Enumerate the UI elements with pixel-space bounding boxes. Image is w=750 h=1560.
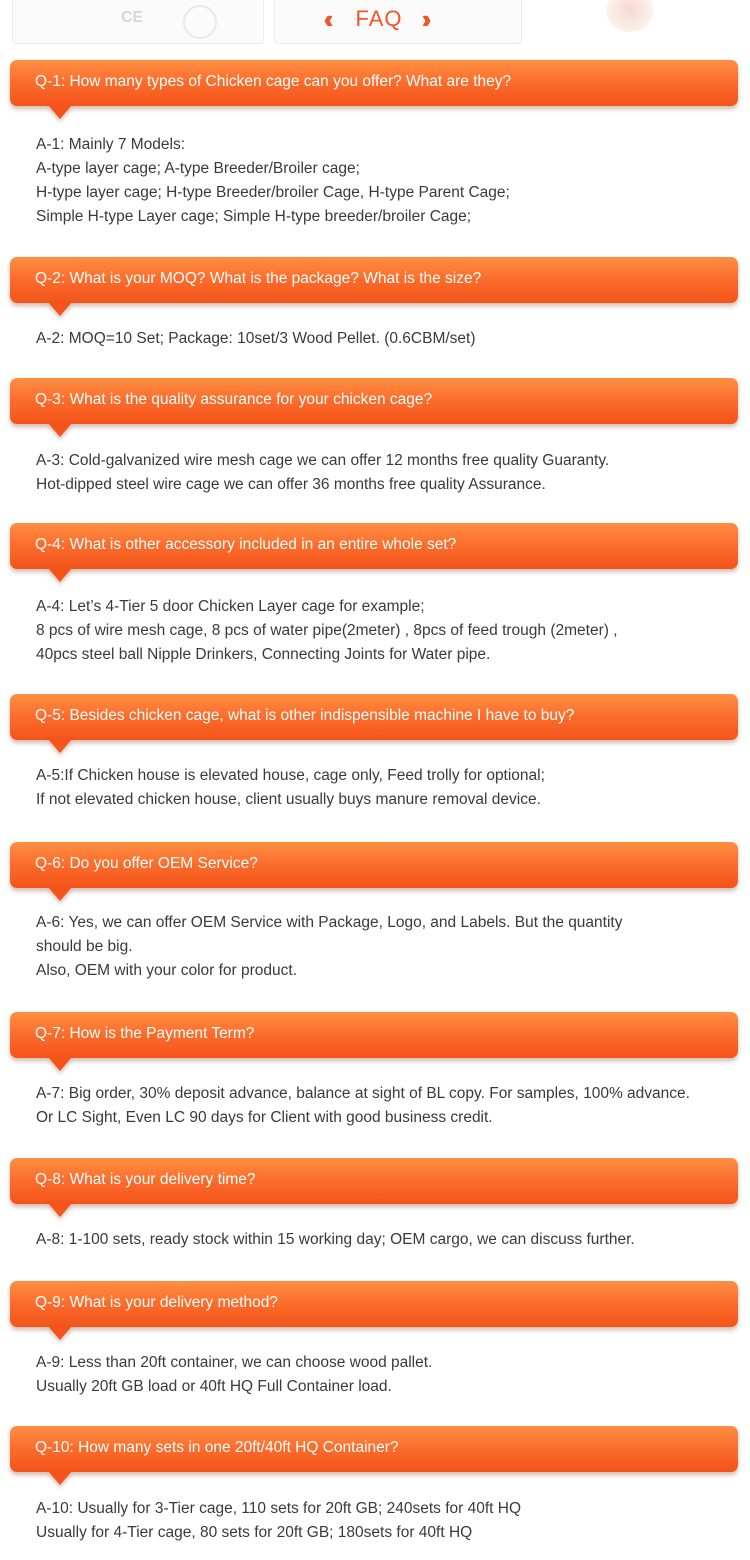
answer-block-2 bbox=[36, 327, 726, 351]
answer-line: A-type layer cage; A-type Breeder/Broiler cage; bbox=[36, 160, 360, 177]
answer-line: Usually 20ft GB load or 40ft HQ Full Container load. bbox=[36, 1378, 392, 1395]
question-text: Q-10: How many sets in one 20ft/40ft HQ Container? bbox=[35, 1439, 399, 1456]
question-bar-7 bbox=[10, 1012, 738, 1058]
answer-line: Usually for 4-Tier cage, 80 sets for 20ft GB; 180sets for 40ft HQ bbox=[36, 1524, 473, 1541]
faq-heading bbox=[0, 4, 750, 35]
answer-line: A-2: MOQ=10 Set; Package: 10set/3 Wood Pellet. (0.6CBM/set) bbox=[36, 330, 476, 347]
answer-line: A-6: Yes, we can offer OEM Service with Package, Logo, and Labels. But the quantity bbox=[36, 914, 623, 931]
question-bar-3 bbox=[10, 378, 738, 424]
question-text: Q-5: Besides chicken cage, what is other indispensible machine I have to buy? bbox=[35, 707, 575, 724]
question-text: Q-4: What is other accessory included in an entire whole set? bbox=[35, 536, 457, 553]
answer-line: A-10: Usually for 3-Tier cage, 110 sets for 20ft GB; 240sets for 40ft HQ bbox=[36, 1500, 522, 1517]
question-bar-10 bbox=[10, 1426, 738, 1472]
answer-block-10 bbox=[36, 1497, 726, 1545]
answer-line: Hot-dipped steel wire cage we can offer 36 months free quality Assurance. bbox=[36, 476, 546, 493]
question-text: Q-9: What is your delivery method? bbox=[35, 1294, 278, 1311]
answer-block-5 bbox=[36, 764, 726, 812]
question-text: Q-6: Do you offer OEM Service? bbox=[35, 855, 258, 872]
answer-block-6 bbox=[36, 911, 726, 983]
ce-mark-icon: CE bbox=[121, 9, 144, 26]
answer-line: If not elevated chicken house, client usually buys manure removal device. bbox=[36, 791, 541, 808]
answer-block-4 bbox=[36, 595, 726, 667]
question-bar-8 bbox=[10, 1158, 738, 1204]
answer-line: 8 pcs of wire mesh cage, 8 pcs of water pipe(2meter) , 8pcs of feed trough (2meter) , bbox=[36, 622, 618, 639]
question-bar-4 bbox=[10, 523, 738, 569]
answer-line: H-type layer cage; H-type Breeder/broiler Cage, H-type Parent Cage; bbox=[36, 184, 510, 201]
answer-line: A-3: Cold-galvanized wire mesh cage we can offer 12 months free quality Guaranty. bbox=[36, 452, 610, 469]
answer-line: A-7: Big order, 30% deposit advance, balance at sight of BL copy. For samples, 100% advance. bbox=[36, 1085, 690, 1102]
question-bar-9 bbox=[10, 1281, 738, 1327]
answer-line: Simple H-type Layer cage; Simple H-type breeder/broiler Cage; bbox=[36, 208, 472, 225]
question-bar-1 bbox=[10, 60, 738, 106]
answer-block-7 bbox=[36, 1082, 726, 1130]
answer-line: A-9: Less than 20ft container, we can choose wood pallet. bbox=[36, 1354, 433, 1371]
answer-line: A-8: 1-100 sets, ready stock within 15 working day; OEM cargo, we can discuss further. bbox=[36, 1231, 635, 1248]
answer-line: A-5:If Chicken house is elevated house, cage only, Feed trolly for optional; bbox=[36, 767, 545, 784]
question-text: Q-1: How many types of Chicken cage can you offer? What are they? bbox=[35, 73, 512, 90]
answer-block-3 bbox=[36, 449, 726, 497]
answer-line: A-4: Let’s 4-Tier 5 door Chicken Layer cage for example; bbox=[36, 598, 425, 615]
answer-line: 40pcs steel ball Nipple Drinkers, Connecting Joints for Water pipe. bbox=[36, 646, 491, 663]
question-text: Q-3: What is the quality assurance for your chicken cage? bbox=[35, 391, 433, 408]
answer-block-1 bbox=[36, 133, 726, 229]
answer-block-8 bbox=[36, 1228, 726, 1252]
answer-line: should be big. bbox=[36, 938, 133, 955]
question-bar-5 bbox=[10, 694, 738, 740]
answer-line: A-1: Mainly 7 Models: bbox=[36, 136, 186, 153]
question-bar-6 bbox=[10, 842, 738, 888]
question-text: Q-7: How is the Payment Term? bbox=[35, 1025, 255, 1042]
question-text: Q-2: What is your MOQ? What is the package? What is the size? bbox=[35, 270, 482, 287]
question-text: Q-8: What is your delivery time? bbox=[35, 1171, 256, 1188]
faq-title-label: FAQ bbox=[355, 6, 403, 31]
answer-block-9 bbox=[36, 1351, 726, 1399]
answer-line: Also, OEM with your color for product. bbox=[36, 962, 298, 979]
question-bar-2 bbox=[10, 257, 738, 303]
answer-line: Or LC Sight, Even LC 90 days for Client with good business credit. bbox=[36, 1109, 493, 1126]
